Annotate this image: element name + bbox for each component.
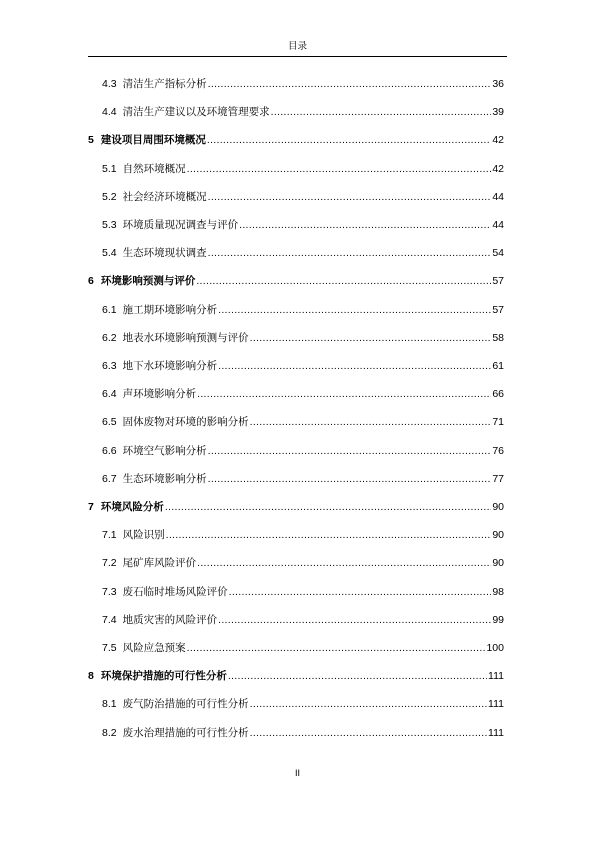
toc-entry[interactable] <box>102 331 504 345</box>
toc-entry-number: 6.3 <box>102 360 117 372</box>
toc-entry-page: 90 <box>492 529 504 541</box>
toc-entry[interactable] <box>102 105 504 119</box>
toc-entry-title: 风险应急预案 <box>122 642 186 654</box>
toc-entry-title: 自然环境概况 <box>122 163 186 175</box>
toc-dot-leader <box>197 556 491 570</box>
toc-entry[interactable] <box>102 303 504 317</box>
toc-entry-page: 44 <box>492 219 504 231</box>
toc-entry[interactable] <box>102 77 504 91</box>
toc-entry-number: 6.1 <box>102 304 117 316</box>
toc-entry-number: 7.5 <box>102 642 117 654</box>
page-number: II <box>294 768 300 778</box>
toc-entry-number: 7 <box>88 501 94 513</box>
toc-entry[interactable] <box>88 274 504 288</box>
toc-entry[interactable] <box>102 556 504 570</box>
toc-entry[interactable] <box>102 472 504 486</box>
toc-entry[interactable] <box>88 669 504 683</box>
toc-entry-page: 58 <box>492 332 504 344</box>
toc-entry-number: 5 <box>88 134 94 146</box>
toc-entry[interactable] <box>102 246 504 260</box>
toc-entry-title: 废气防治措施的可行性分析 <box>122 698 249 710</box>
toc-entry-number: 5.4 <box>102 247 117 259</box>
header-divider <box>88 56 507 57</box>
toc-entry-title: 声环境影响分析 <box>122 388 197 400</box>
toc-entry-title: 清洁生产指标分析 <box>122 78 207 90</box>
toc-entry-page: 39 <box>492 106 504 118</box>
toc-entry-title: 施工期环境影响分析 <box>122 304 218 316</box>
toc-dot-leader <box>208 444 492 458</box>
toc-entry-number: 6 <box>88 275 94 287</box>
toc-entry-page: 42 <box>492 163 504 175</box>
toc-entry-number: 5.2 <box>102 191 117 203</box>
toc-entry-number: 8 <box>88 670 94 682</box>
toc-entry-page: 44 <box>492 191 504 203</box>
toc-dot-leader <box>250 331 492 345</box>
toc-entry[interactable] <box>102 697 504 711</box>
toc-entry-number: 8.1 <box>102 698 117 710</box>
toc-entry-title: 环境空气影响分析 <box>122 445 207 457</box>
toc-dot-leader <box>250 697 487 711</box>
toc-entry-number: 6.4 <box>102 388 117 400</box>
toc-dot-leader <box>208 190 492 204</box>
toc-entry-number: 8.2 <box>102 727 117 739</box>
toc-entry-title: 环境影响预测与评价 <box>100 275 196 287</box>
toc-entry-number: 7.4 <box>102 614 117 626</box>
toc-entry-number: 5.1 <box>102 163 117 175</box>
toc-entry-page: 111 <box>488 698 504 710</box>
toc-dot-leader <box>239 218 491 232</box>
toc-entry-title: 环境保护措施的可行性分析 <box>100 670 227 682</box>
toc-entry-page: 100 <box>486 642 504 654</box>
toc-entry-page: 90 <box>492 557 504 569</box>
toc-dot-leader <box>218 613 491 627</box>
toc-entry-page: 61 <box>492 360 504 372</box>
toc-entry[interactable] <box>88 500 504 514</box>
toc-entry-title: 地下水环境影响分析 <box>122 360 218 372</box>
toc-entry-title: 废石临时堆场风险评价 <box>122 586 228 598</box>
toc-entry-title: 环境风险分析 <box>100 501 164 513</box>
toc-entry-title: 地质灾害的风险评价 <box>122 614 218 626</box>
toc-entry-title: 地表水环境影响预测与评价 <box>122 332 249 344</box>
toc-dot-leader <box>166 528 492 542</box>
toc-entry[interactable] <box>102 415 504 429</box>
toc-entry-title: 生态环境影响分析 <box>122 473 207 485</box>
toc-dot-leader <box>207 133 491 147</box>
toc-entry[interactable] <box>102 641 504 655</box>
toc-entry[interactable] <box>102 387 504 401</box>
toc-entry-number: 4.4 <box>102 106 117 118</box>
toc-entry-page: 111 <box>488 727 504 739</box>
toc-dot-leader <box>187 641 486 655</box>
page-header-title: 目录 <box>287 41 307 52</box>
toc-entry-page: 90 <box>492 501 504 513</box>
toc-entry-title: 清洁生产建议以及环境管理要求 <box>122 106 270 118</box>
toc-entry[interactable] <box>102 528 504 542</box>
toc-entry-page: 71 <box>492 416 504 428</box>
toc-dot-leader <box>229 585 492 599</box>
toc-dot-leader <box>271 105 492 119</box>
toc-entry[interactable] <box>102 190 504 204</box>
toc-entry-title: 社会经济环境概况 <box>122 191 207 203</box>
toc-dot-leader <box>218 359 491 373</box>
toc-entry[interactable] <box>102 585 504 599</box>
toc-entry-title: 废水治理措施的可行性分析 <box>122 727 249 739</box>
toc-entry-page: 76 <box>492 445 504 457</box>
toc-dot-leader <box>250 415 492 429</box>
toc-entry-page: 36 <box>492 78 504 90</box>
toc-entry-number: 7.1 <box>102 529 117 541</box>
toc-entry-page: 98 <box>492 586 504 598</box>
toc-dot-leader <box>187 162 492 176</box>
toc-entry-page: 54 <box>492 247 504 259</box>
toc-entry[interactable] <box>88 133 504 147</box>
toc-entry-title: 建设项目周围环境概况 <box>100 134 206 146</box>
toc-entry-number: 5.3 <box>102 219 117 231</box>
toc-entry[interactable] <box>102 218 504 232</box>
toc-dot-leader <box>196 274 491 288</box>
toc-dot-leader <box>165 500 491 514</box>
toc-entry-page: 66 <box>492 388 504 400</box>
toc-entry-page: 42 <box>492 134 504 146</box>
toc-entry-page: 111 <box>488 670 504 682</box>
toc-entry[interactable] <box>102 726 504 740</box>
toc-entry-number: 6.6 <box>102 445 117 457</box>
toc-entry-number: 7.3 <box>102 586 117 598</box>
toc-entry-number: 7.2 <box>102 557 117 569</box>
toc-dot-leader <box>197 387 491 401</box>
toc-entry-page: 77 <box>492 473 504 485</box>
toc-entry-title: 生态环境现状调查 <box>122 247 207 259</box>
toc-dot-leader <box>250 726 487 740</box>
toc-dot-leader <box>208 472 492 486</box>
toc-entry-page: 99 <box>492 614 504 626</box>
toc-entry-page: 57 <box>492 275 504 287</box>
toc-entry[interactable] <box>102 444 504 458</box>
toc-dot-leader <box>208 246 492 260</box>
toc-dot-leader <box>228 669 487 683</box>
toc-entry-number: 6.5 <box>102 416 117 428</box>
toc-entry-title: 尾矿库风险评价 <box>122 557 197 569</box>
toc-entry-title: 固体废物对环境的影响分析 <box>122 416 249 428</box>
toc-dot-leader <box>208 77 492 91</box>
toc-entry[interactable] <box>102 359 504 373</box>
toc-entry-number: 4.3 <box>102 78 117 90</box>
toc-dot-leader <box>218 303 491 317</box>
toc-entry-page: 57 <box>492 304 504 316</box>
toc-entry[interactable] <box>102 162 504 176</box>
toc-entry[interactable] <box>102 613 504 627</box>
toc-entry-number: 6.7 <box>102 473 117 485</box>
toc-entry-title: 风险识别 <box>122 529 165 541</box>
toc-entry-title: 环境质量现况调查与评价 <box>122 219 239 231</box>
toc-entry-number: 6.2 <box>102 332 117 344</box>
